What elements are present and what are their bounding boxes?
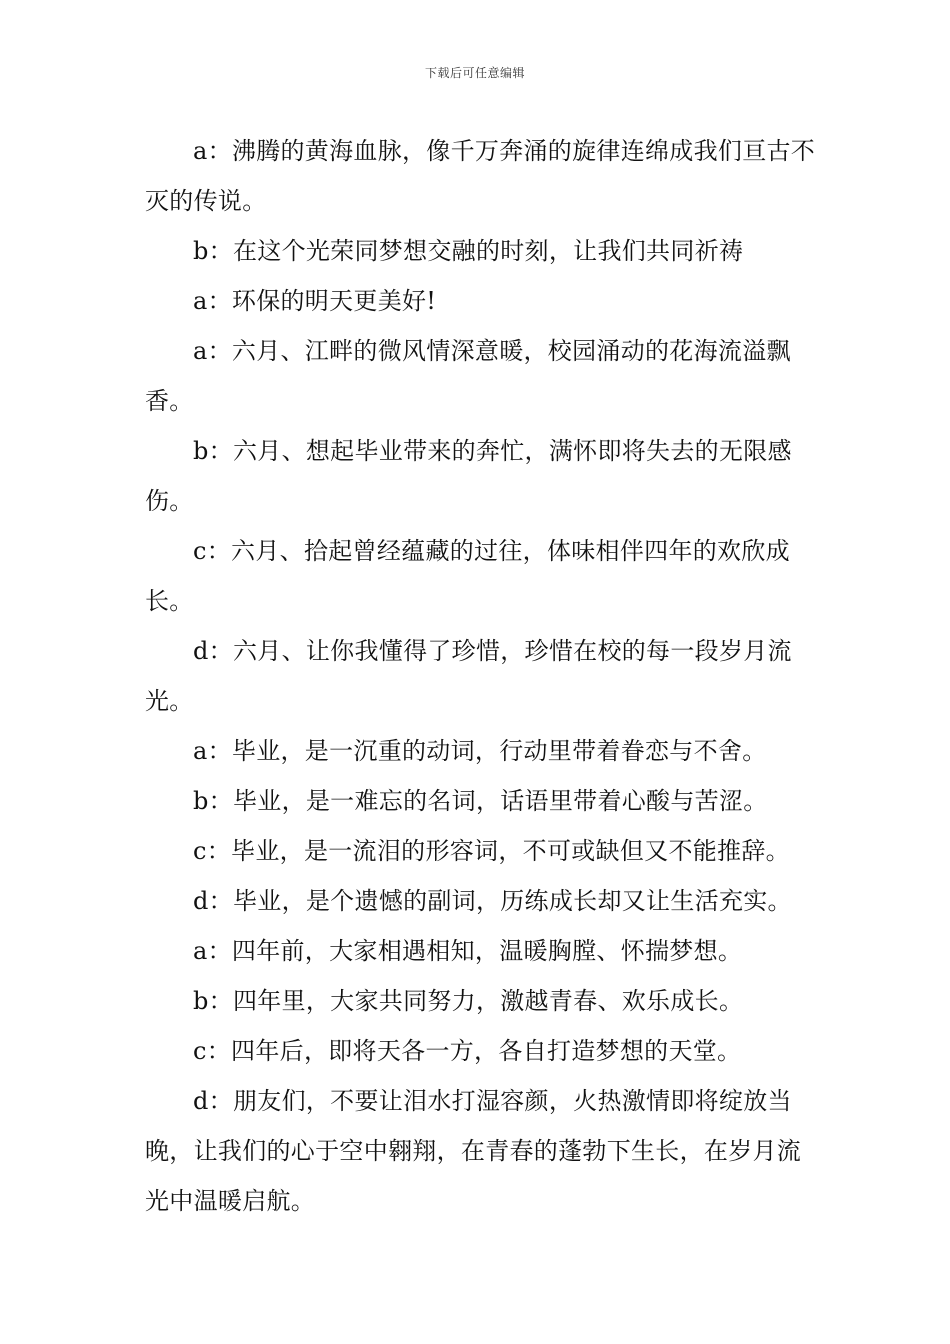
paragraph: b：在这个光荣同梦想交融的时刻，让我们共同祈祷 bbox=[193, 237, 744, 265]
document-body bbox=[145, 126, 817, 1226]
paragraph: a：环保的明天更美好! bbox=[193, 287, 437, 315]
page-header: 下载后可任意编辑 bbox=[424, 66, 525, 80]
paragraph: a：六月、江畔的微风情深意暖，校园涌动的花海流溢飘香。 bbox=[145, 337, 791, 415]
paragraph: a：沸腾的黄海血脉，像千万奔涌的旋律连绵成我们亘古不灭的传说。 bbox=[145, 137, 816, 215]
paragraph: a：四年前，大家相遇相知，温暖胸膛、怀揣梦想。 bbox=[193, 937, 743, 965]
paragraph: c：毕业，是一流泪的形容词，不可或缺但又不能推辞。 bbox=[193, 837, 790, 865]
paragraph: b：六月、想起毕业带来的奔忙，满怀即将失去的无限感伤。 bbox=[145, 437, 792, 515]
paragraph: a：毕业，是一沉重的动词，行动里带着眷恋与不舍。 bbox=[193, 737, 767, 765]
paragraph: b：四年里，大家共同努力，激越青春、欢乐成长。 bbox=[193, 987, 744, 1015]
paragraph: c：四年后，即将天各一方，各自打造梦想的天堂。 bbox=[193, 1037, 742, 1065]
paragraph: c：六月、拾起曾经蕴藏的过往，体味相伴四年的欢欣成长。 bbox=[145, 537, 790, 615]
paragraph: d：毕业，是个遗憾的副词，历练成长却又让生活充实。 bbox=[193, 887, 792, 915]
paragraph: d：六月、让你我懂得了珍惜，珍惜在校的每一段岁月流光。 bbox=[145, 637, 792, 715]
paragraph: d：朋友们，不要让泪水打湿容颜，火热激情即将绽放当晚，让我们的心于空中翱翔，在青春的蓬勃下生长，在岁月流光中温暖启航。 bbox=[145, 1087, 802, 1215]
paragraph: b：毕业，是一难忘的名词，话语里带着心酸与苦涩。 bbox=[193, 787, 768, 815]
